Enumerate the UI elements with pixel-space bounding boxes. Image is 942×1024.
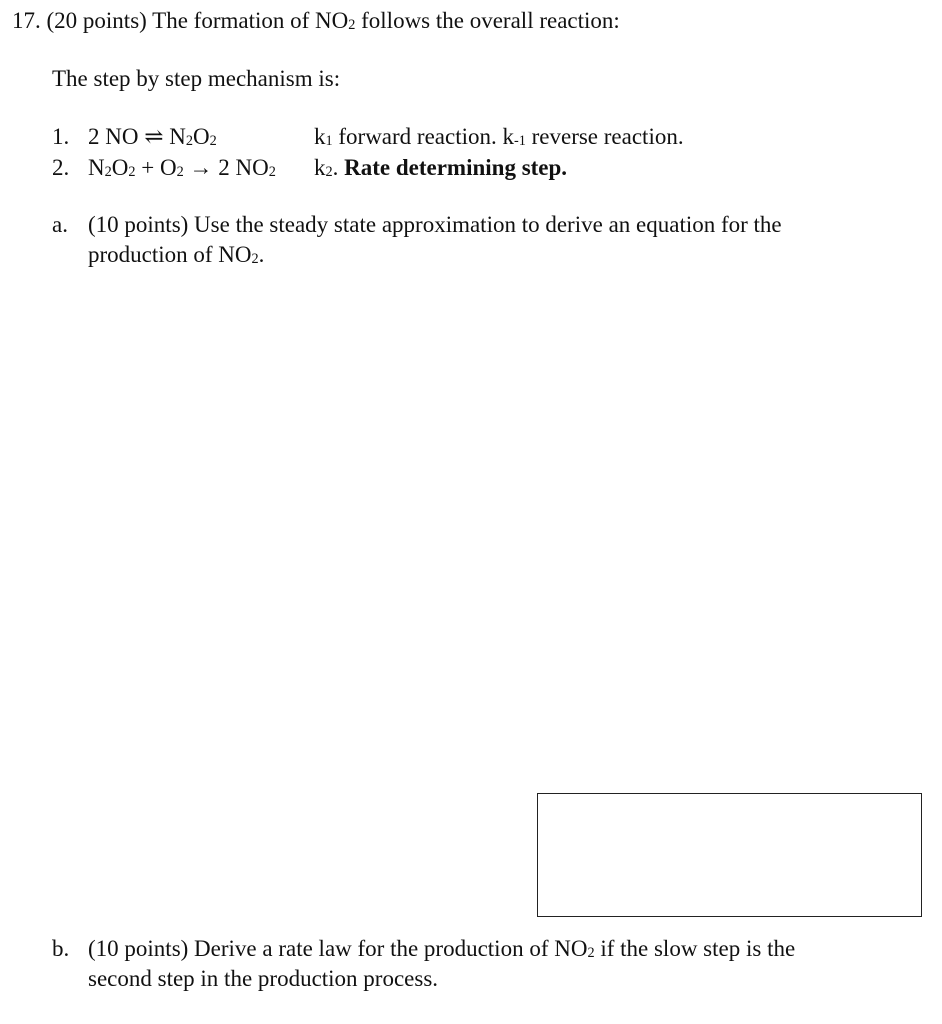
- part-b-text-line-1: (10 points) Derive a rate law for the production of NO2 if the slow step is the: [88, 936, 796, 961]
- part-a-label: a.: [52, 212, 68, 237]
- step-2-number: 2.: [52, 155, 70, 180]
- question-header: [12, 8, 620, 34]
- part-b-label: b.: [52, 936, 70, 961]
- step-2-rate-constant: k2. Rate determining step.: [314, 155, 568, 180]
- question-number: 17.: [12, 8, 41, 33]
- answer-box[interactable]: [537, 793, 922, 917]
- step-1-number: 1.: [52, 124, 70, 149]
- rate-determining-label: Rate determining step.: [344, 155, 568, 180]
- part-b-text-line-2: second step in the production process.: [88, 966, 439, 991]
- step-1-equation: 2 NO ⇌ N2O2: [88, 124, 217, 149]
- part-a-text-line-2: production of NO2.: [88, 242, 265, 267]
- step-1-rate-constants: k1 forward reaction. k-1 reverse reaction.: [314, 124, 684, 149]
- equilibrium-arrow-icon: ⇌: [144, 124, 164, 149]
- mechanism-intro: The step by step mechanism is:: [52, 66, 341, 91]
- question-text: The formation of NO2 follows the overall reaction:: [152, 8, 620, 33]
- question-points: (20 points): [46, 8, 147, 33]
- right-arrow-icon: →: [183, 155, 219, 180]
- part-a-text-line-1: (10 points) Use the steady state approximation to derive an equation for the: [88, 212, 782, 237]
- step-2-equation: N2O2 + O2 → 2 NO2: [88, 155, 276, 180]
